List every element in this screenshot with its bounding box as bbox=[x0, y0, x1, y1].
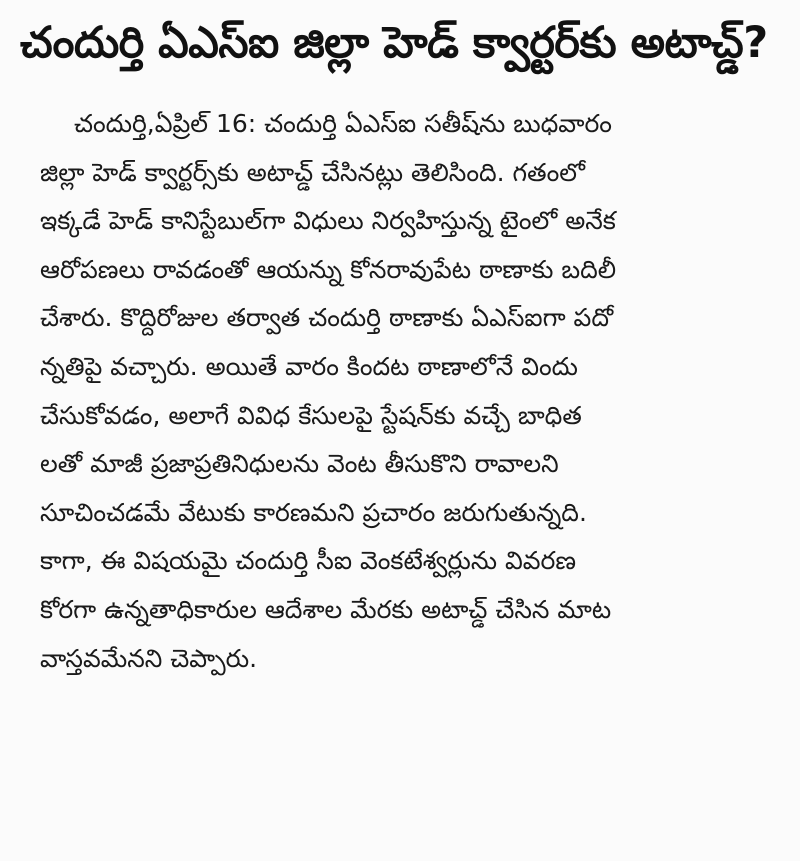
article-line-3: ఇక్కడే హెడ్ కానిస్టేబుల్‌గా విధులు నిర్వహిస్తున్న టైంలో అనేక bbox=[40, 206, 616, 236]
article-line-4: ఆరోపణలు రావడంతో ఆయన్ను కోనరావుపేట ఠాణాకు బదిలీ bbox=[40, 254, 617, 284]
article-line-2: జిల్లా హెడ్ క్వార్టర్స్‌కు అటాచ్డ్ చేసినట్లు తెలిసింది. గతంలో bbox=[40, 157, 585, 187]
article-body bbox=[40, 100, 800, 683]
article-line-11: కోరగా ఉన్నతాధికారుల ఆదేశాల మేరకు అటాచ్డ్ చేసిన మాట bbox=[40, 594, 612, 624]
article-line-8: లతో మాజీ ప్రజాప్రతినిధులను వెంట తీసుకొని రావాలని bbox=[40, 449, 559, 479]
article-headline: చందుర్తి ఏఎస్ఐ జిల్లా హెడ్ క్వార్టర్‌కు అటాచ్డ్? bbox=[20, 18, 768, 68]
article-line-7: చేసుకోవడం, అలాగే వివిధ కేసులపై స్టేషన్‌కు వచ్చే బాధిత bbox=[40, 400, 582, 430]
article-line-12: వాస్తవమేనని చెప్పారు. bbox=[40, 643, 258, 673]
article-line-9: సూచించడమే వేటుకు కారణమని ప్రచారం జరుగుతున్నది. bbox=[40, 497, 587, 527]
article-line-6: న్నతిపై వచ్చారు. అయితే వారం కిందట ఠాణాలోనే విందు bbox=[40, 351, 578, 381]
article-line-10: కాగా, ఈ విషయమై చందుర్తి సీఐ వెంకటేశ్వర్లును వివరణ bbox=[40, 546, 577, 576]
article-line-1: చందుర్తి,ఏప్రిల్ 16: చందుర్తి ఏఎస్ఐ సతీష్‌ను బుధవారం bbox=[74, 109, 612, 138]
article-line-5: చేశారు. కొద్దిరోజుల తర్వాత చందుర్తి ఠాణాకు ఏఎస్ఐగా పదో bbox=[40, 303, 614, 333]
